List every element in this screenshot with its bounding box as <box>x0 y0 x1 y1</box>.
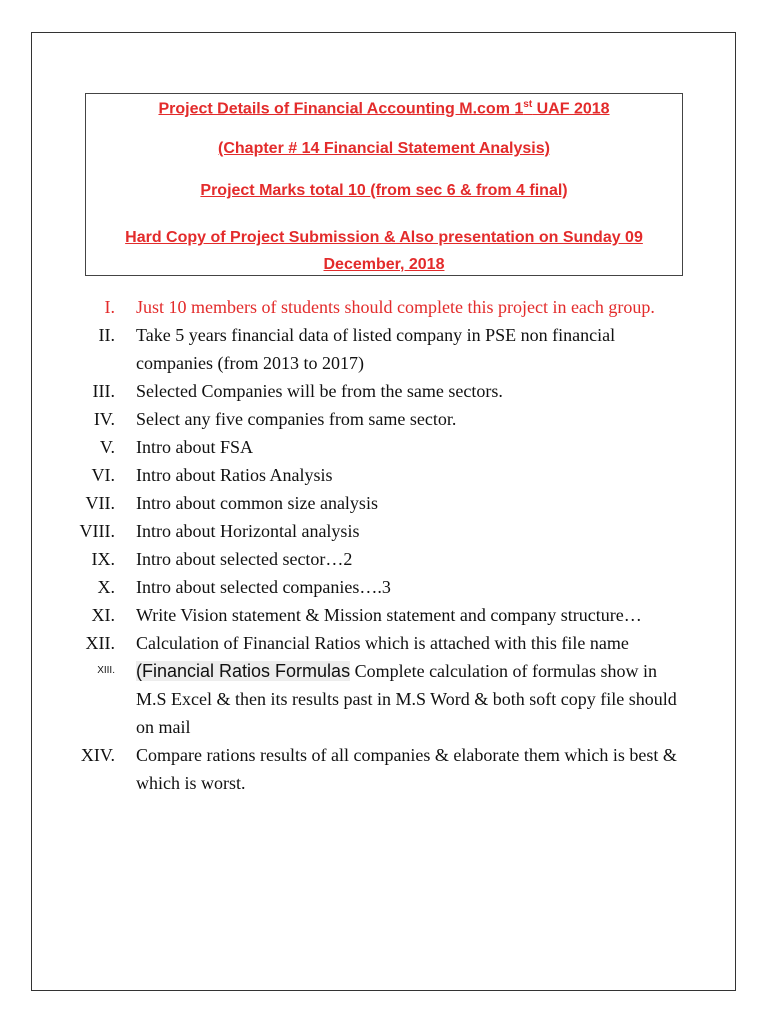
item-number: III. <box>92 381 115 401</box>
item-text: Selected Companies will be from the same sectors. <box>136 381 503 401</box>
highlighted-link-text[interactable]: (Financial Ratios Formulas <box>136 661 351 681</box>
item-text: (Financial Ratios Formulas Complete calculation of formulas show in M.S Excel & then its results past in M.S Word & both soft copy file should on mail <box>136 661 677 737</box>
list-item <box>40 321 680 377</box>
list-item <box>40 629 680 657</box>
item-number: XI. <box>91 605 115 625</box>
item-number: XIII. <box>97 665 115 676</box>
header-marks: Project Marks total 10 (from sec 6 & from 4 final) <box>200 182 568 199</box>
project-header-box <box>85 93 683 276</box>
item-text: Just 10 members of students should complete this project in each group. <box>136 297 655 317</box>
list-item <box>40 741 680 797</box>
header-title: Project Details of Financial Accounting M.com 1st UAF 2018 <box>158 99 610 118</box>
item-number: VIII. <box>79 521 115 541</box>
item-text: Select any five companies from same sector. <box>136 409 457 429</box>
item-text: Compare rations results of all companies & elaborate them which is best & which is worst. <box>136 745 677 793</box>
item-number: X. <box>97 577 115 597</box>
item-number: II. <box>98 325 115 345</box>
item-text: Calculation of Financial Ratios which is attached with this file name <box>136 633 629 653</box>
list-item <box>40 405 680 433</box>
item-text: Intro about FSA <box>136 437 253 457</box>
list-item <box>40 489 680 517</box>
item-text: Intro about Ratios Analysis <box>136 465 333 485</box>
item-text: Take 5 years financial data of listed company in PSE non financial companies (from 2013 to 2017) <box>136 325 616 373</box>
list-item <box>40 601 680 629</box>
list-item <box>40 657 680 741</box>
item-text: Intro about common size analysis <box>136 493 378 513</box>
list-item <box>40 545 680 573</box>
item-number: XIV. <box>80 745 115 765</box>
item-text: Intro about selected sector…2 <box>136 549 353 569</box>
list-item <box>40 433 680 461</box>
list-item <box>40 573 680 601</box>
list-item <box>40 377 680 405</box>
item-number: IV. <box>93 409 115 429</box>
requirements-list <box>40 293 680 797</box>
item-number: I. <box>104 297 115 317</box>
header-submission: Hard Copy of Project Submission & Also presentation on Sunday 09 December, 2018 <box>125 229 643 273</box>
item-number: VI. <box>91 465 115 485</box>
list-item <box>40 461 680 489</box>
item-number: V. <box>99 437 115 457</box>
header-chapter: (Chapter # 14 Financial Statement Analysis) <box>218 140 550 157</box>
list-item <box>40 293 680 321</box>
item-number: IX. <box>91 549 115 569</box>
list-item <box>40 517 680 545</box>
item-text: Write Vision statement & Mission statement and company structure… <box>136 605 642 625</box>
item-number: VII. <box>85 493 115 513</box>
item-text: Intro about Horizontal analysis <box>136 521 360 541</box>
item-number: XII. <box>85 633 115 653</box>
item-text: Intro about selected companies….3 <box>136 577 391 597</box>
